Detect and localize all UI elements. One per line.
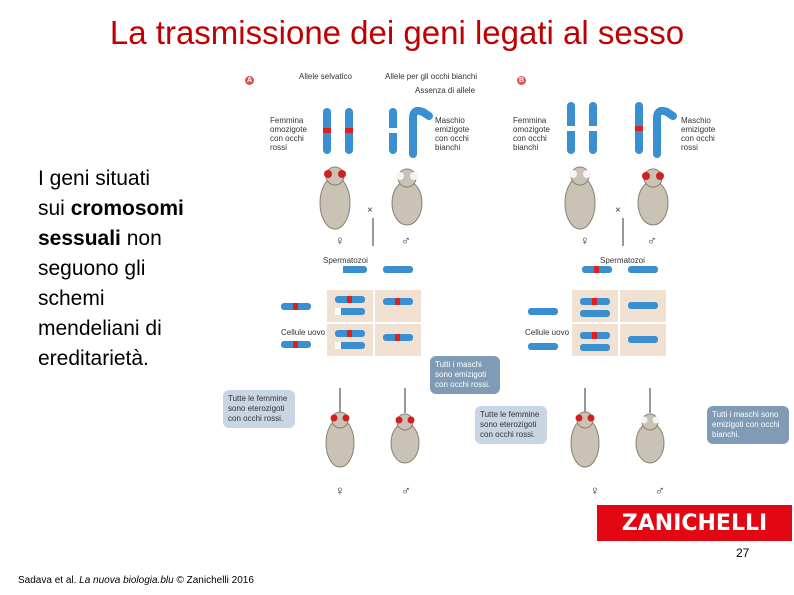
female-symbol: ♀ [590,483,600,498]
male-symbol: ♂ [401,483,411,498]
punnett-a [281,266,421,356]
cross-a: × [367,205,373,216]
credit-book-title: La nuova biologia.blu [79,575,174,586]
punnett-b [528,266,666,356]
body-line: non [120,227,162,250]
male-symbol: ♂ [401,233,411,248]
panel-a-parent-chromosomes [323,108,429,154]
parent-flies [320,167,668,229]
note-b-males: Tutti i maschi sono emizigoti con occhi bianchi. [707,406,789,444]
allele-absent-label: Assenza di allele [415,86,476,95]
male-symbol: ♂ [647,233,657,248]
slide-title: La trasmissione dei geni legati al sesso [109,14,685,51]
panel-b-label: B [518,77,525,84]
body-line: mendeliani di [38,317,162,340]
female-b-label: Femmina omozigote con occhi bianchi [513,116,550,152]
male-symbol: ♂ [655,483,665,498]
credit-pre: Sadava et al. [18,575,80,586]
credit-line [18,575,254,586]
parent-fly-eyes [324,170,664,180]
credit-post: © Zanichelli 2016 [173,575,254,586]
panel-a-label: A [246,77,253,84]
body-line: I geni situati [38,167,151,190]
cross-b: × [615,205,621,216]
female-a-label: Femmina omozigote con occhi rossi [270,116,307,152]
zanichelli-logo: ZANICHELLI [597,505,792,541]
eggs-label-a: Cellule uovo [281,328,326,337]
wild-allele-label: Allele selvatico [299,72,352,81]
inheritance-figure [228,68,790,508]
body-line: ereditarietà. [38,347,149,370]
male-a-label: Maschio emizigote con occhi bianchi [435,116,470,152]
eggs-label-b: Cellule uovo [525,328,570,337]
note-b-females: Tutte le femmine sono eterozigoti con occhi rossi. [475,406,547,444]
body-text [38,164,238,374]
female-symbol: ♀ [335,483,345,498]
male-b-label: Maschio emizigote con occhi rossi [681,116,716,152]
note-a-males: Tutti i maschi sono emizigoti con occhi rossi. [430,356,500,394]
slide-number: 27 [736,546,750,560]
body-line: seguono gli [38,257,146,280]
body-bold: sessuali [38,227,121,250]
body-bold: cromosomi [70,197,184,220]
body-line: schemi [38,287,105,310]
female-symbol: ♀ [335,233,345,248]
sperm-label-b: Spermatozoi [600,256,645,265]
body-line: sui [38,197,71,220]
female-symbol: ♀ [580,233,590,248]
panel-b-parent-chromosomes [567,102,673,154]
sperm-label-a: Spermatozoi [323,256,368,265]
white-allele-label: Allele per gli occhi bianchi [385,72,478,81]
note-a-females: Tutte le femmine sono eterozigoti con occhi rossi. [223,390,295,428]
